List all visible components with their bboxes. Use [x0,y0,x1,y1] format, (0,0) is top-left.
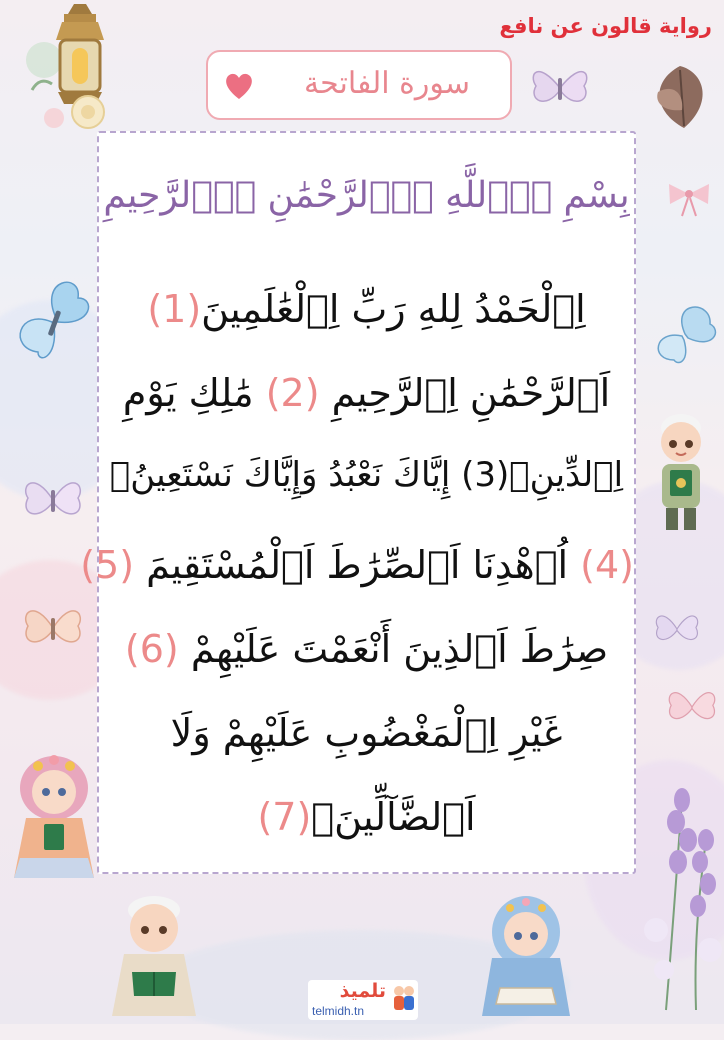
verse-number: (2) [265,371,320,415]
lavender-flowers-illustration [636,760,724,1020]
verse-number: (7) [257,795,312,839]
surah-text-panel [80,131,636,874]
verse-text: مَٰلِكِ يَوْمِ [122,371,254,415]
verse-text: صِرَٰطَ اَ۬لذِينَ أَنْعَمْتَ عَلَيْهِمْ [190,627,609,671]
verse-line-4 [80,543,634,587]
butterfly-icon [664,682,720,732]
boy-holding-quran-illustration [646,408,716,536]
verse-text: اَ۬لرَّحْمَٰنِ اِ۬لرَّحِيمِ [331,371,611,415]
butterfly-icon [8,268,104,368]
verse-number: (6) [124,627,179,671]
butterfly-icon [652,606,702,652]
verse-line-7 [99,795,634,839]
logo-domain-text: telmidh.tn [312,1004,365,1018]
heart-icon [222,69,256,103]
butterfly-icon [650,300,720,366]
verse-text: اِ۬لدِّينِۖ [509,455,624,495]
verse-number: (4) [580,543,634,587]
boy-reading-quran-illustration [104,892,204,1020]
verse-number: (5) [80,543,135,587]
verse-line-6 [99,711,634,755]
kids-logo-icon [392,984,416,1014]
verse-text: اَ۬لضَّآلِّينَۖ [311,795,476,839]
verse-number: (1) [147,287,202,331]
verse-line-1 [99,287,634,331]
lantern-illustration [14,0,124,140]
verse-line-3 [99,455,634,495]
girl-holding-quran-illustration [8,748,100,888]
telmidh-logo [308,980,418,1020]
verse-line-5 [99,627,634,671]
girl-reading-quran-illustration [478,892,574,1020]
narration-label: رواية قالون عن نافع [499,14,712,38]
verse-text: إِيَّاكَ نَعْبُدُ وَإِيَّاكَ نَسْتَعِينُۖ [109,455,451,495]
surah-title-box [206,50,512,120]
surah-title: سورة الفاتحة [304,66,470,101]
verse-number: (3) [461,455,510,495]
butterfly-icon [20,598,86,658]
verse-line-2 [99,371,634,415]
bow-icon [664,180,714,220]
butterfly-icon [528,60,592,116]
basmala: بِسْمِ اِ۬للَّهِ اِ۬لرَّحْمَٰنِ اِ۬لرَّحِيمِ [103,175,630,216]
logo-arabic-text: تلميذ [339,980,386,1002]
verse-text: اِ۬لْحَمْدُ لِلهِ رَبِّ اِ۬لْعَٰلَمِينَ [201,287,586,331]
leaf-icon [644,62,716,132]
verse-text: غَيْرِ اِ۬لْمَغْضُوبِ عَلَيْهِمْ وَلَا [170,711,563,755]
verse-text: اُ۪هْدِنَا اَ۬لصِّرَٰطَ اَ۬لْمُسْتَقِيمَ [146,543,569,587]
butterfly-icon [20,470,86,530]
